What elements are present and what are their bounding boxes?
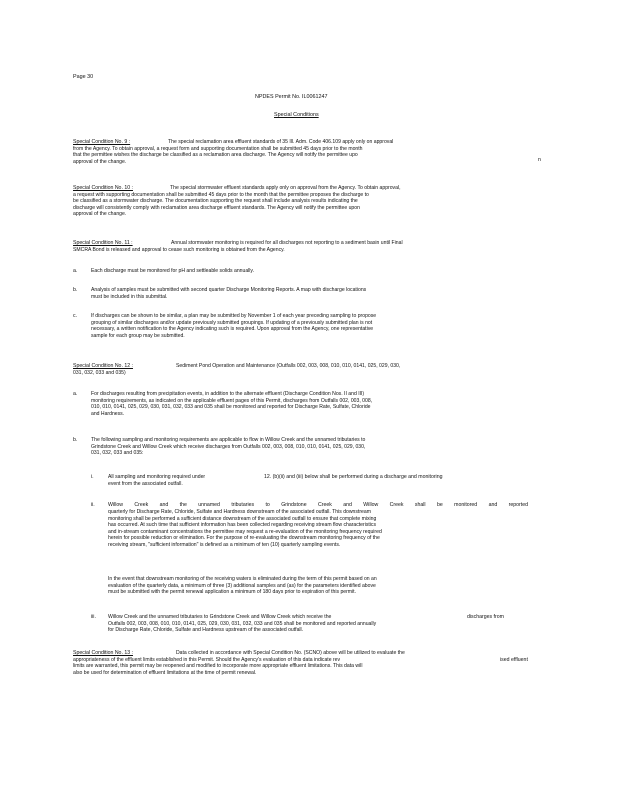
text-line: and in-stream contaminant concentrations the permittee may request a re-evaluation of the monitoring frequency required (108, 528, 382, 535)
text-line: In the event that downstream monitoring of the receiving waters is eliminated during the term of this permit based on an (108, 576, 377, 582)
item-label: b. (73, 437, 78, 443)
text-line: The special stormwater effluent standards apply only on approval from the Agency. To obtain approval, (170, 185, 401, 191)
text-line: If discharges can be shown to be similar, a plan may be submitted by November 1 of each year preceding sampling to propose (91, 313, 377, 319)
condition-12-subitem-ii (108, 509, 382, 549)
condition-11-item-b (91, 287, 366, 300)
text-line: monitoring requirements, as indicated on the applicable effluent pages of this Permit, discharges from Outfalls 002, 003, 008, (91, 397, 373, 404)
condition-10-body (73, 185, 400, 218)
text-line: For discharges resulting from precipitation events, in addition to the alternate effluent (Discharge Condition Nos. II and III) (91, 391, 365, 397)
word: monitored (454, 502, 478, 508)
text-line: Willow Creek and the unnamed tributaries to Grindstone Creek and Willow Creek which receive the (108, 614, 332, 620)
text-line: herein for possible reduction or elimination. For the purpose of re-evaluating the downstream monitoring frequency of the (108, 535, 380, 542)
text-line: The special reclamation area effluent standards of 35 Ill. Adm. Code 406.109 apply only on approval (168, 139, 394, 145)
text-line: that the permittee wishes the discharge be classified as a reclamation area discharge. The Agency will notify the permittee upo (73, 152, 358, 159)
text-line: and Hardness. (91, 410, 125, 417)
subitem-ii-first-line (108, 502, 528, 508)
item-label: b. (73, 287, 78, 293)
condition-10-heading: Special Condition No. 10 : (73, 185, 133, 191)
word: tributaries (231, 502, 255, 508)
subitem-label: iii. (91, 614, 96, 620)
subitem-label: i. (91, 474, 94, 480)
condition-9-heading: Special Condition No. 9 : (73, 139, 131, 145)
condition-11-item-c (91, 313, 376, 339)
text-line: must be submitted with the permit renewal application a minimum of 180 days prior to expiration of this permit. (108, 589, 357, 596)
word: Grindstone (281, 502, 307, 508)
text-line: grouping of similar discharges and/or update previously submitted groupings. If updating of a previously submitted plan is not (91, 319, 373, 326)
condition-12-item-b (91, 437, 365, 457)
condition-13-heading: Special Condition No. 13 : (73, 650, 133, 656)
word: Creek (134, 502, 149, 508)
condition-11-item-a (91, 268, 254, 275)
text-line: Each discharge must be monitored for pH and settleable solids annually. (91, 268, 254, 274)
text-line: receiving stream, "sufficient information" is defined as a minimum of ten (10) quarterly sampling events. (108, 541, 341, 548)
text-line: from the Agency. To obtain approval, a request form and supporting documentation shall be submitted 45 days prior to the month (73, 145, 363, 152)
text-line: Outfalls 002, 003, 008, 010, 010, 0141, 025, 029, 030, 031, 032, 033 and 035 shall be monitored and reported annually (108, 620, 377, 627)
text-line: All sampling and monitoring required under (108, 474, 206, 480)
text-line: Annual stormwater monitoring is required for all discharges not reporting to a sediment basin until Final (171, 240, 403, 246)
word: be (436, 502, 443, 508)
word: the (179, 502, 187, 508)
text-line: evaluation of the quarterly data, a minimum of three (3) additional samples and (as) for the parameters identified above (108, 582, 376, 589)
word: to (265, 502, 270, 508)
word: Creek (389, 502, 404, 508)
text-line: approval of the change. (73, 211, 127, 218)
text-line: SMCRA Bond is released and approval to cease such monitoring is obtained from the Agency. (73, 246, 285, 253)
text-line: limits are warranted, this permit may be reopened and modified to incorporate more appropriate effluent limitations. This data will (73, 663, 363, 670)
text-line: Data collected in accordance with Special Condition No. (SCNO) above will be utilized to evaluate the (176, 650, 405, 656)
word: unnamed (198, 502, 220, 508)
subitem-iii-continuation: discharges from (467, 614, 504, 620)
word: Willow (108, 502, 123, 508)
page-number: Page 30 (73, 74, 94, 80)
text-line: for Discharge Rate, Chloride, Sulfate and Hardness upstream of the associated outfall. (108, 627, 304, 634)
text-line: Sediment Pond Operation and Maintenance (Outfalls 002, 003, 008, 010, 010, 0141, 025, 029, 030, (176, 363, 401, 369)
condition-12-subitem-i (108, 474, 205, 487)
text-line: monitoring shall be performed a sufficient distance downstream of the associated outfall to ensure that complete mixing (108, 515, 377, 522)
text-line: sample for each group may be submitted. (91, 332, 185, 339)
text-line: 031, 032, 033 and 035: (91, 450, 144, 457)
text-line: 010, 010, 0141, 025, 029, 030, 031, 032, 033 and 035 shall be monitored and reported for Discharge Rate, Sulfate, Chloride (91, 404, 371, 411)
text-line: a request with supporting documentation shall be submitted 45 days prior to the month that the permittee proposes the discharge to (73, 191, 369, 198)
condition-9-body (73, 139, 393, 165)
subitem-i-continuation: 12. (b)(ii) and (iii) below shall be performed during a discharge and monitoring (264, 474, 443, 480)
word: Willow (363, 502, 379, 508)
permit-number: NPDES Permit No. IL0061247 (255, 94, 328, 100)
item-label: c. (73, 313, 78, 319)
condition-12-heading: Special Condition No. 12 : (73, 363, 133, 369)
stray-character: n (538, 157, 541, 163)
text-line: Grindstone Creek and Willow Creek which receive discharges from Outfalls 002, 003, 008, 010, 010, 0141, 025, 029, 030, (91, 443, 366, 450)
text-line: approval of the change. (73, 158, 127, 165)
word: Creek (317, 502, 332, 508)
word: reported (508, 502, 528, 508)
word: and (488, 502, 498, 508)
text-line: event from the associated outfall. (108, 480, 183, 487)
text-line: quarterly for Discharge Rate, Chloride, Sulfate and Hardness downstream of the associated outfall. This downstream (108, 509, 371, 515)
word: and (343, 502, 352, 508)
section-title: Special Conditions (274, 112, 319, 118)
text-line: also be used for determination of effluent limitations at the time of permit renewal. (73, 669, 257, 676)
text-line: Analysis of samples must be submitted with second quarter Discharge Monitoring Reports. A map with discharge locations (91, 287, 367, 293)
word: shall (414, 502, 426, 508)
word: and (159, 502, 169, 508)
text-line: discharge will consistently comply with reclamation area discharge effluent standards. The Agency will notify the permittee upon (73, 204, 360, 211)
condition-13-body (73, 650, 405, 676)
condition-11-body (73, 240, 403, 253)
condition-12-subitem-ii-para2 (108, 576, 377, 596)
text-line: The following sampling and monitoring requirements are applicable to flow in Willow Creek and the unnamed tributaries to (91, 437, 366, 443)
condition-12-item-a (91, 391, 372, 417)
text-line: must be included in this submittal. (91, 293, 168, 300)
text-line: be classified as a stormwater discharge. The documentation supporting the request shall include analysis results indicating the (73, 198, 358, 205)
text-line: appropriateness of the effluent limits established in this Permit. Should the Agency's evaluation of this data indicate rev (73, 656, 341, 663)
text-line: has occurred. At such time that sufficient information has been collected regarding receiving stream flow characteristics (108, 522, 377, 529)
text-line: 031, 032, 033 and 035) (73, 369, 126, 376)
condition-12-subitem-iii (108, 614, 376, 634)
condition-12-body (73, 363, 400, 376)
condition-11-heading: Special Condition No. 11 : (73, 240, 133, 246)
condition-13-continuation: ised effluent (500, 657, 528, 663)
text-line: necessary, a written notification to the Agency indicating such is required. Upon approval from the Agency, one representative (91, 326, 374, 333)
item-label: a. (73, 391, 78, 397)
subitem-label: ii. (91, 502, 95, 508)
item-label: a. (73, 268, 78, 274)
